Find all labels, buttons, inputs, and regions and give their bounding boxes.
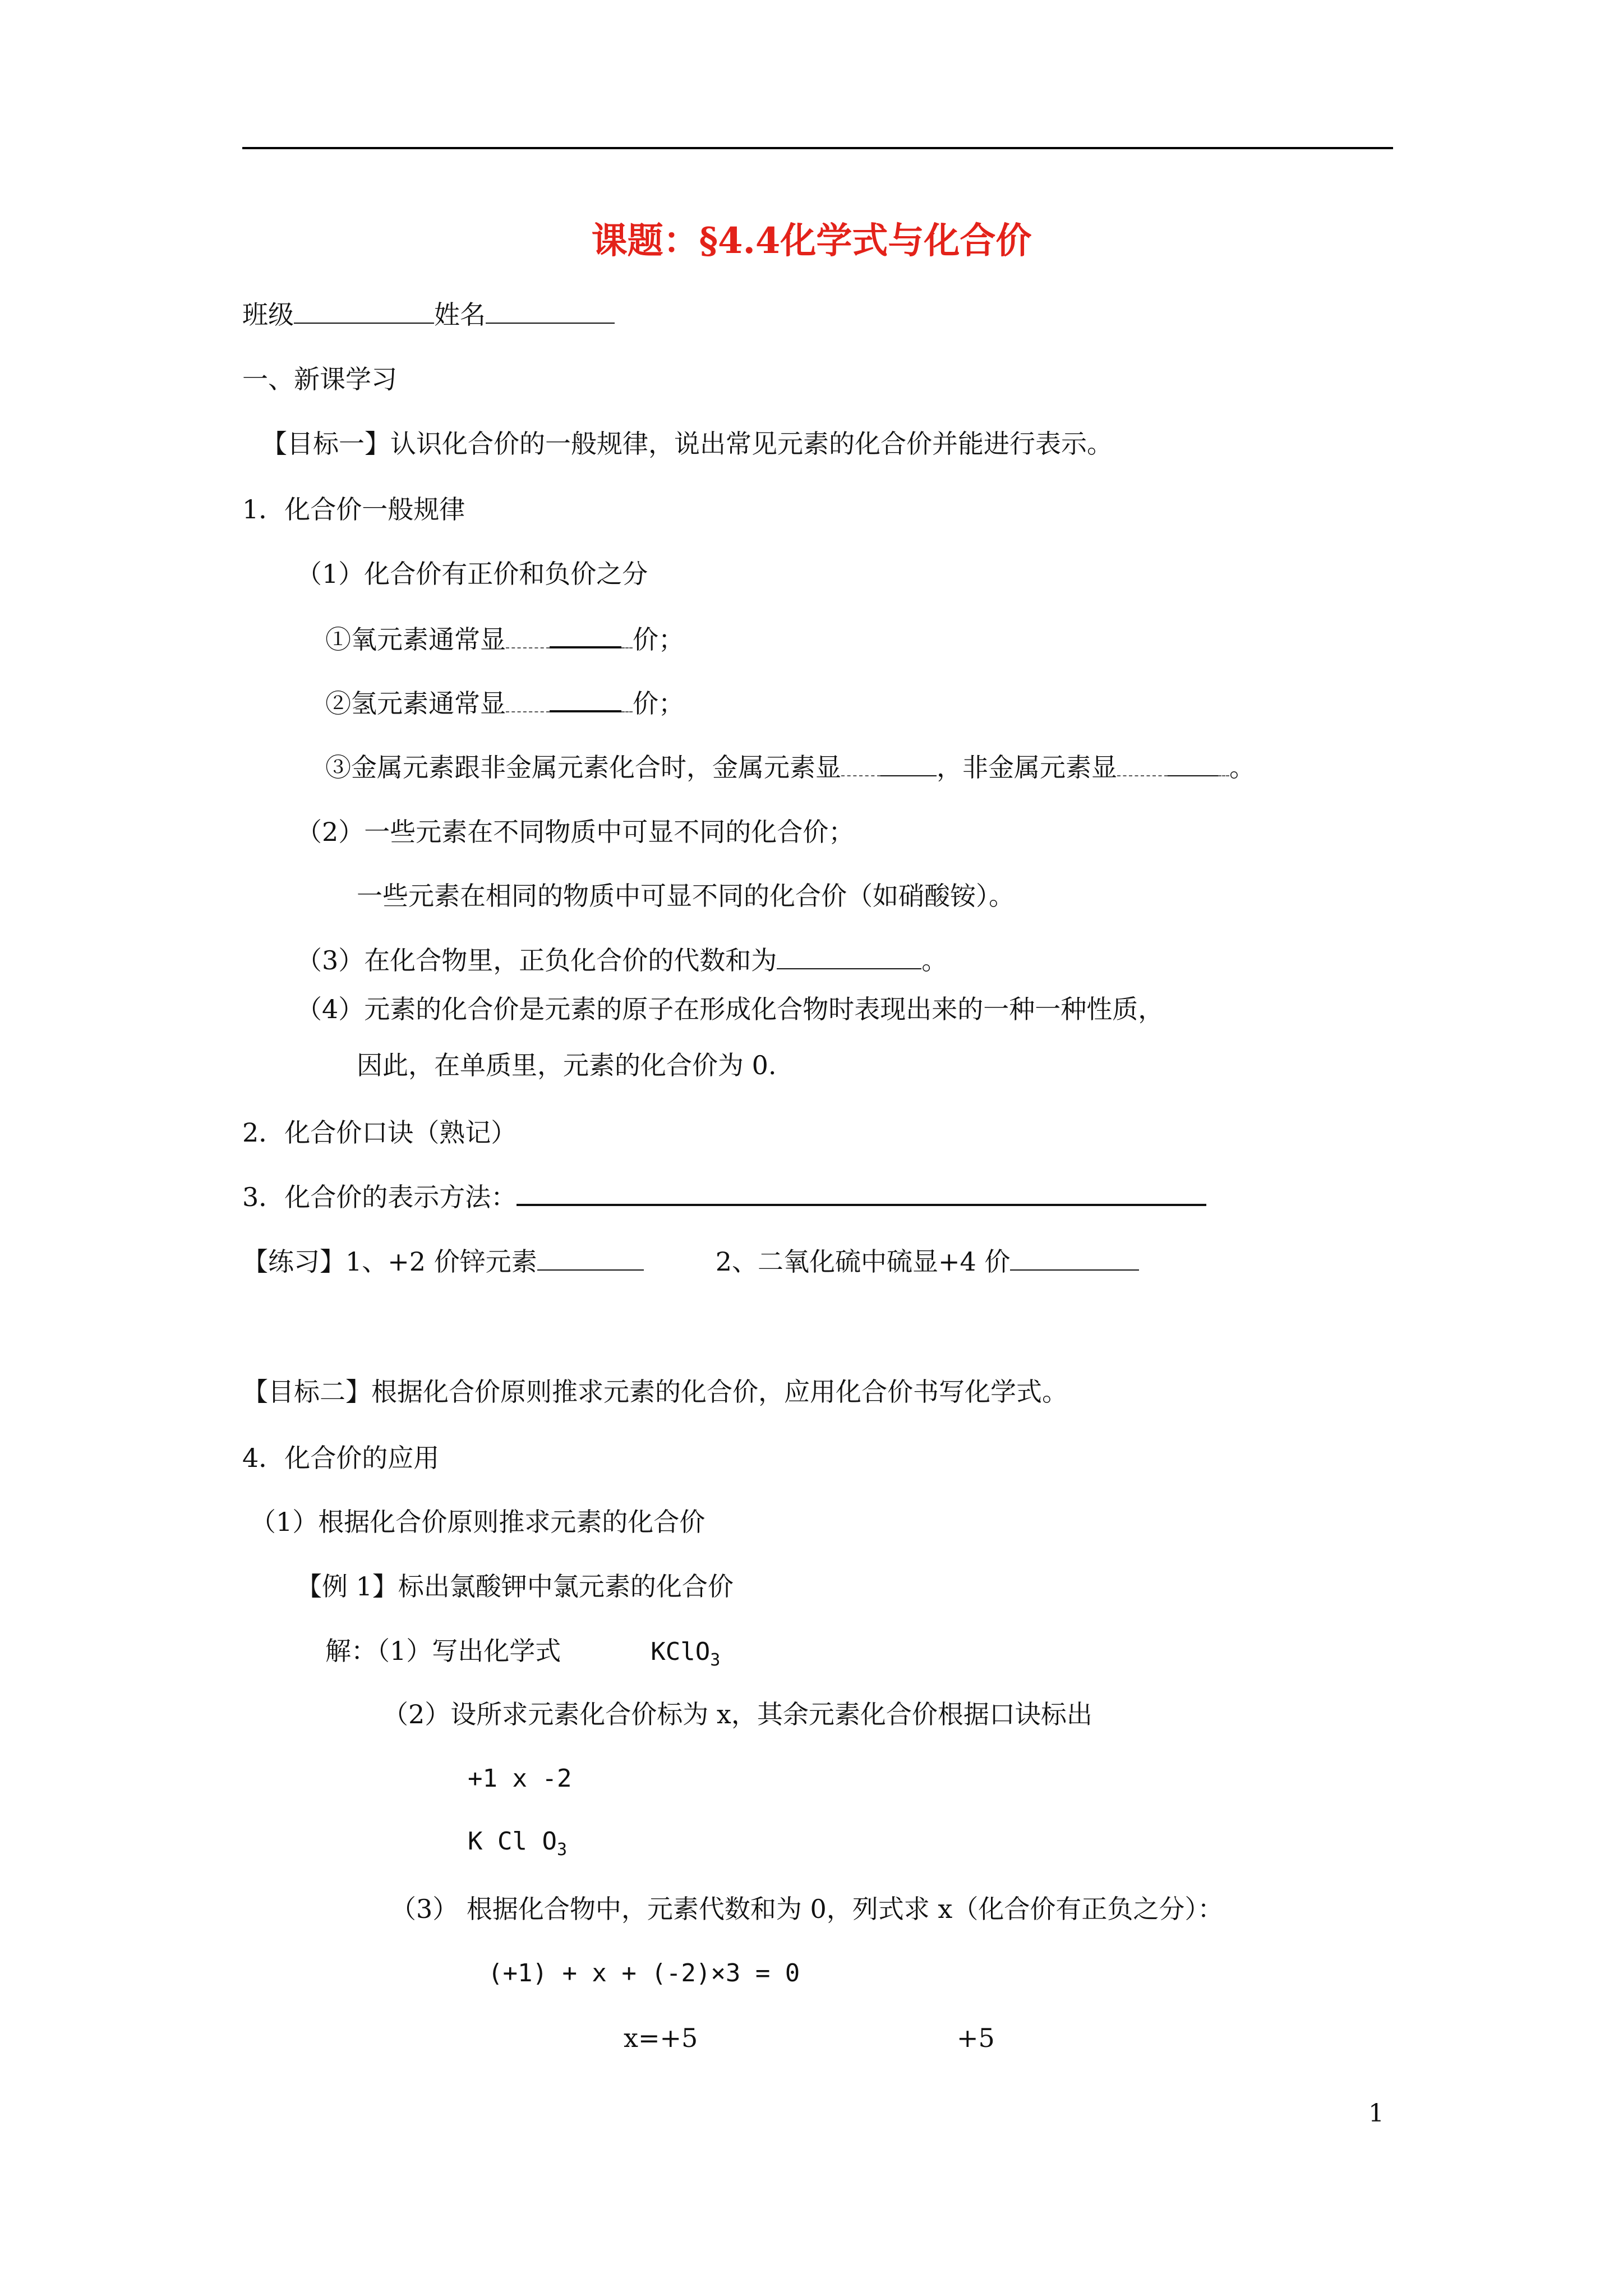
metal-suffix: 。 (1229, 752, 1255, 783)
solution-step-2: （2）设所求元素化合价标为 x，其余元素化合价根据口诀标出 (382, 1699, 1092, 1729)
example-1: 【例 1】标出氯酸钾中氯元素的化合价 (296, 1571, 734, 1602)
goal-two: 【目标二】根据化合价原则推求元素的化合价，应用化合价书写化学式。 (242, 1377, 1068, 1407)
student-info-line (242, 297, 615, 332)
page-title: 课题：§4.4化学式与化合价 (591, 220, 1032, 262)
item-1-4: （4）元素的化合价是元素的原子在形成化合物时表现出来的一种一种性质， (296, 994, 1164, 1024)
nonmetal-blank[interactable] (1168, 753, 1218, 776)
page-number: 1 (1368, 2099, 1384, 2128)
header-rule (242, 147, 1393, 149)
solution-step-1 (325, 1634, 720, 1669)
oxygen-blank[interactable] (550, 624, 621, 648)
hydrogen-line (325, 686, 684, 721)
item-1-heading: 1．化合价一般规律 (242, 494, 465, 524)
hydrogen-blank-tail (621, 689, 633, 712)
oxygen-blank-tail (621, 625, 633, 648)
item-1-3 (296, 943, 947, 978)
name-label: 姓名 (434, 300, 486, 330)
practice-1-blank[interactable] (537, 1247, 644, 1271)
solution-step-1-text: 解：（1）写出化学式 (325, 1636, 561, 1666)
practice-1: 【练习】1、+2 价锌元素 (242, 1246, 537, 1277)
nonmetal-blank-tail (1218, 753, 1229, 776)
item-2: 2．化合价口诀（熟记） (242, 1117, 517, 1148)
algebraic-sum-blank[interactable] (777, 946, 921, 969)
item-1-2b: 一些元素在相同的物质中可显不同的化合价（如硝酸铵）。 (357, 881, 1015, 911)
goal-one: 【目标一】认识化合价的一般规律，说出常见元素的化合价并能进行表示。 (261, 429, 1113, 459)
item-4-heading: 4．化合价的应用 (242, 1443, 440, 1473)
valence-marks: +1 x -2 (468, 1764, 572, 1793)
formula-spaced: K Cl $O_3$ (468, 1827, 568, 1860)
item-1-1: （1）化合价有正价和负价之分 (296, 559, 648, 589)
result: x=+5 (624, 2023, 698, 2053)
hydrogen-suffix: 价； (633, 688, 684, 719)
practice-2: 2、二氧化硫中硫显+4 价 (715, 1246, 1011, 1277)
oxygen-suffix: 价； (633, 624, 684, 655)
item-1-3-text: （3）在化合物里，正负化合价的代数和为 (296, 945, 777, 976)
practice-2-blank[interactable] (1010, 1247, 1139, 1271)
nonmetal-text: ，非金属元素显 (937, 752, 1117, 783)
item-1-3-suffix: 。 (921, 945, 948, 976)
metal-blank-dashed (841, 753, 880, 776)
name-field[interactable] (486, 300, 615, 324)
oxygen-text: ①氧元素通常显 (325, 624, 506, 655)
item-1-4b: 因此，在单质里，元素的化合价为 0. (357, 1050, 777, 1080)
metal-blank[interactable] (880, 753, 937, 776)
practice-line (242, 1244, 1139, 1279)
solution-step-3: （3） 根据化合物中，元素代数和为 0，列式求 x（化合价有正负之分）： (390, 1894, 1224, 1924)
equation: (+1) + x + (-2)×3 = 0 (488, 1959, 800, 1987)
item-1-2: （2）一些元素在不同物质中可显不同的化合价； (296, 817, 855, 847)
hydrogen-blank[interactable] (550, 688, 621, 712)
oxygen-line (325, 622, 684, 657)
hydrogen-text: ②氢元素通常显 (325, 688, 506, 719)
nonmetal-blank-dashed (1117, 753, 1168, 776)
metal-text: ③金属元素跟非金属元素化合时，金属元素显 (325, 752, 841, 783)
class-field[interactable] (294, 300, 434, 324)
item-4-1: （1）根据化合价原则推求元素的化合价 (250, 1507, 706, 1537)
item-3 (242, 1180, 1206, 1214)
hydrogen-blank-dashed (506, 689, 550, 712)
section-heading: 一、新课学习 (242, 364, 397, 394)
metal-line (325, 750, 1255, 785)
formula-kclo3: KClO$_3$ (651, 1637, 721, 1670)
oxygen-blank-dashed (506, 625, 550, 648)
class-label: 班级 (242, 300, 294, 330)
result-valence-mark: +5 (957, 2023, 995, 2053)
representation-blank[interactable] (517, 1181, 1206, 1206)
item-3-text: 3．化合价的表示方法： (242, 1182, 517, 1212)
